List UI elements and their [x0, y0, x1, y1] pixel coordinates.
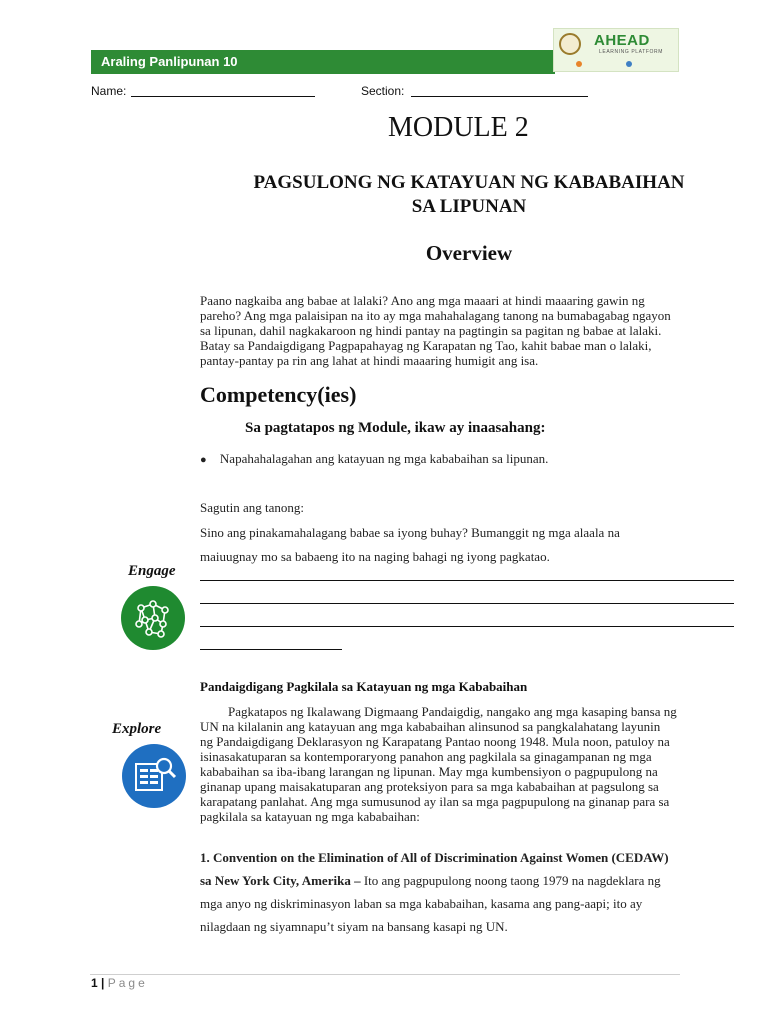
text-line: pareho? Ang mga palaisipan na ito ay mga mahahalagang tanong na bumabagabag ngayon: [200, 308, 671, 323]
answer-line[interactable]: [200, 603, 734, 604]
bullet-icon: ●: [200, 454, 207, 466]
name-label: Name:: [91, 84, 127, 98]
item-text: nilagdaan ng siyamnapu’t siyam na bansang kasapi ng UN.: [200, 919, 508, 934]
text-line: Paano nagkaiba ang babae at lalaki? Ano ang mga maaari at hindi maaaring gawin ng: [200, 293, 645, 308]
explore-heading: Pandaigdigang Pagkilala sa Katayuan ng mga Kababaihan: [200, 679, 528, 694]
text-line: sa lipunan, dahil nagkakaroon ng hindi pantay na pagtingin sa pagitan ng babae at lalaki.: [200, 323, 662, 338]
competency-bullet: [200, 451, 738, 468]
partner-icon: [626, 61, 632, 67]
module-title-line: PAGSULONG NG KATAYUAN NG KABABAIHAN: [253, 172, 685, 193]
section-label: Section:: [361, 84, 405, 98]
text-line: pantay-pantay pa rin ang lahat at hindi maaaring humigit ang isa.: [200, 353, 539, 368]
text-line: Pagkatapos ng Ikalawang Digmaang Pandaigdig, nangako ang mga kasaping bansa ng: [228, 704, 677, 719]
document-search-icon: [122, 744, 186, 808]
text-line: maiuugnay mo sa babaeng ito na naging bahagi ng iyong pagkatao.: [200, 549, 550, 564]
competency-subheading: Sa pagtatapos ng Module, ikaw ay inaasahang:: [245, 420, 546, 436]
footer-divider: [90, 974, 680, 975]
text-line: Sino ang pinakamahalagang babae sa iyong buhay? Bumanggit ng mga alaala na: [200, 525, 620, 540]
engage-prompt: Sagutin ang tanong:: [200, 500, 304, 515]
section-field[interactable]: [411, 96, 588, 97]
convention-item: [200, 846, 738, 938]
module-title-line: SA LIPUNAN: [411, 196, 527, 217]
page-footer: [91, 976, 148, 990]
name-field[interactable]: [131, 96, 315, 97]
answer-line[interactable]: [200, 649, 342, 650]
page-label: Page: [107, 976, 148, 990]
network-icon: [121, 586, 185, 650]
answer-line[interactable]: [200, 626, 734, 627]
answer-line[interactable]: [200, 580, 734, 581]
bullet-text: Napahahalagahan ang katayuan ng mga kababaihan sa lipunan.: [219, 451, 549, 466]
text-line: UN na kilalanin ang katayuan ang mga kababaihan alinsunod sa pangkalahatang layunin: [200, 719, 661, 734]
text-line: ginanap upang maisakatuparan ang proteksiyon para sa mga kababaihan at pagsulong sa: [200, 779, 659, 794]
partner-icon: [576, 61, 582, 67]
overview-heading: Overview: [425, 241, 513, 265]
text-line: karapatang panlahat. Ang mga sumusunod ay ilan sa mga pagpupulong na ginanap para sa: [200, 794, 670, 809]
explore-label: Explore: [112, 721, 162, 737]
logo-text: AHEAD: [594, 32, 650, 49]
logo-subtext: LEARNING PLATFORM: [599, 49, 664, 55]
ahead-logo: [553, 28, 679, 72]
engage-question: [200, 521, 738, 569]
item-text: Ito ang pagpupulong noong taong 1979 na nagdeklara ng: [363, 873, 661, 888]
item-title: 1. Convention on the Elimination of All of Discrimination Against Women (CEDAW): [200, 850, 669, 865]
text-line: ng Pandaigdigang Deklarasyon ng Karapatang Pantao noong 1948. Mula noon, patuloy na: [200, 734, 670, 749]
module-title: [200, 171, 738, 219]
text-line: Batay sa Pandaigdigang Pagpapahayag ng Karapatan ng Tao, kahit babae man o lalaki,: [200, 338, 652, 353]
competency-heading: Competency(ies): [200, 382, 357, 407]
logo-partner-marks: [574, 61, 674, 69]
engage-label: Engage: [128, 563, 176, 579]
school-seal-icon: [559, 33, 581, 55]
subject-title: Araling Panlipunan 10: [101, 54, 238, 69]
text-line: isinasakatuparan sa kontemporaryong panahon ang pagkilala sa ginagampanan ng mga: [200, 749, 652, 764]
item-text: mga anyo ng diskriminasyon laban sa mga kababaihan, kasama ang pang-aapi; ito ay: [200, 896, 643, 911]
subject-band: [91, 50, 555, 74]
footer-separator: |: [101, 976, 105, 990]
explore-paragraph: [200, 704, 738, 824]
overview-paragraph: [200, 293, 738, 368]
text-line: kababaihan sa iba-ibang larangan ng lipunan. May mga kumbensiyon o pagpupulong na: [200, 764, 658, 779]
text-line: pagkilala sa katayuan ng mga kababaihan:: [200, 809, 420, 824]
item-title: sa New York City, Amerika –: [200, 873, 361, 888]
module-number: MODULE 2: [388, 112, 529, 143]
page-number: 1: [91, 976, 98, 990]
